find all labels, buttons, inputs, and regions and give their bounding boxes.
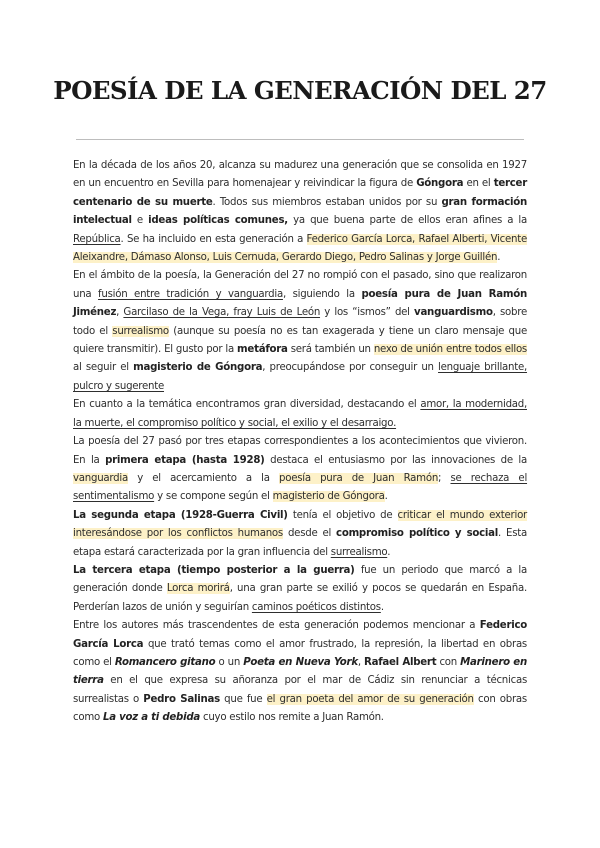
underline-lenguaje: lenguaje brillante, pulcro y sugerente — [73, 362, 528, 392]
title-poeta-nueva-york: Poeta en Nueva York — [243, 656, 358, 668]
highlight-autores: Federico García Lorca, Rafael Alberti, Vicente Aleixandre, Dámaso Alonso, Luis Cernuda, Gerardo Diego, Pedro Salinas y Jorge Guillén — [73, 233, 528, 264]
highlight-lorca: Lorca morirá — [166, 583, 230, 595]
highlight-magisterio: magisterio de Góngora — [272, 491, 385, 503]
underline-temas: amor, la modernidad, la muerte, el compromiso político y social, el exilio y el desarraigo. — [73, 399, 527, 429]
bold-centenario: tercer centenario de su muerte — [73, 178, 527, 208]
text-run: La poesía del 27 pasó por tres etapas correspondientes a los acontecimientos que vivieron. En la — [73, 436, 527, 466]
text-run: y se compone según el — [154, 491, 273, 503]
text-run: cuyo estilo nos remite a Juan Ramón. — [200, 712, 384, 724]
bold-gongora: Góngora — [416, 178, 464, 190]
highlight-criticar: criticar el mundo exterior interesándose por los conflictos humanos — [73, 509, 527, 540]
text-run: Entre los autores más trascendentes de esta generación podemos mencionar a — [73, 620, 480, 632]
bold-salinas: Pedro Salinas — [143, 693, 220, 705]
underline-fusion: fusión entre tradición y vanguardia — [98, 288, 283, 300]
paragraph-autores — [73, 617, 527, 727]
text-run: . — [384, 491, 388, 503]
text-run: . Todos sus miembros estaban unidos por su — [212, 196, 442, 208]
paragraph-primera-etapa — [73, 433, 527, 507]
text-run: tenía el objetivo de — [287, 509, 398, 521]
bold-compromiso: compromiso político y social — [336, 528, 499, 540]
text-run: ya que buena parte de ellos eran afines a la — [287, 215, 528, 227]
bold-alberti: Rafael Albert — [363, 656, 437, 668]
paragraph-influencias — [73, 267, 527, 396]
title-voz-a-ti-debida: La voz a ti debida — [102, 712, 200, 724]
text-run: ; — [438, 472, 451, 484]
text-run: o un — [215, 656, 244, 668]
underline-republica: República — [73, 233, 121, 245]
highlight-nexo: nexo de unión entre todos ellos — [373, 344, 527, 356]
text-run: con — [436, 656, 461, 668]
bold-primera-etapa: primera etapa (hasta 1928) — [105, 454, 265, 466]
text-run: , preocupándose por conseguir un — [262, 362, 439, 374]
bold-vanguardismo: vanguardismo — [414, 307, 493, 319]
text-run: . — [497, 252, 501, 264]
bold-segunda-etapa: La segunda etapa (1928-Guerra Civil) — [73, 509, 288, 521]
text-run: En el ámbito de la poesía, la Generación del 27 no rompió con el pasado, sino que realizaron una — [73, 270, 527, 300]
text-run: En cuanto a la temática encontramos gran diversidad, destacando el — [73, 399, 421, 411]
text-run: desde el — [282, 528, 337, 540]
bold-metafora: metáfora — [237, 344, 288, 356]
text-run: . Se ha incluido en esta generación a — [120, 233, 307, 245]
text-run: fue un periodo que marcó a la generación donde — [73, 564, 527, 595]
text-run: , — [357, 656, 364, 668]
underline-caminos: caminos poéticos distintos — [251, 601, 381, 613]
text-run: , — [116, 307, 124, 319]
highlight-surrealismo: surrealismo — [112, 325, 169, 337]
text-run: , siguiendo la — [282, 288, 362, 300]
paragraph-intro — [73, 157, 527, 267]
bold-ideas: ideas políticas comunes, — [148, 215, 288, 227]
text-run: En la década de los años 20, alcanza su madurez una generación que se consolida en 1927 en un encuentro en Sevilla para homenajear y reivindicar la figura de — [73, 160, 527, 190]
highlight-gran-poeta: el gran poeta del amor de su generación — [266, 693, 474, 705]
text-run: y los “ismos” del — [320, 307, 415, 319]
page-title: POESÍA DE LA GENERACIÓN DEL 27 — [53, 76, 547, 105]
text-run: . — [387, 546, 391, 558]
text-run: . — [380, 601, 384, 613]
text-run: destaca el entusiasmo por las innovaciones de la — [264, 454, 528, 466]
title-marinero: Marinero en tierra — [73, 656, 527, 687]
text-run: con obras como — [73, 693, 527, 724]
bold-magisterio: magisterio de Góngora — [133, 362, 263, 374]
text-run: en el — [463, 178, 494, 190]
title-romancero: Romancero gitano — [114, 656, 216, 668]
bold-tercera-etapa: La tercera etapa (tiempo posterior a la guerra) — [73, 564, 355, 576]
text-run: que fue — [219, 693, 267, 705]
text-run: y el acercamiento a la — [127, 472, 279, 484]
text-run: , sobre todo el — [73, 307, 527, 337]
underline-rechaza: se rechaza el sentimentalismo — [73, 472, 528, 503]
highlight-vanguardia: vanguardia — [73, 472, 128, 484]
paragraph-tematica — [73, 396, 527, 433]
bold-poesia-pura: poesía pura de Juan Ramón Jiménez — [73, 288, 527, 319]
title-divider — [76, 139, 524, 140]
text-run: al seguir el — [73, 362, 134, 374]
document-body — [73, 157, 527, 728]
bold-formacion: gran formación intelectual — [73, 196, 527, 227]
paragraph-segunda-etapa — [73, 507, 527, 562]
text-run: . Esta etapa estará caracterizada por la gran influencia del — [73, 528, 527, 558]
paragraph-tercera-etapa — [73, 562, 527, 617]
underline-surrealismo: surrealismo — [330, 546, 388, 558]
text-run: será también un — [287, 344, 374, 356]
text-run: e — [131, 215, 149, 227]
text-run: (aunque su poesía no es tan exagerada y tiene un claro mensaje que quiere transmitir). El gusto por la — [73, 325, 527, 356]
text-run: que trató temas como el amor frustrado, la represión, la libertad en obras como el — [73, 638, 527, 668]
bold-lorca: Federico García Lorca — [73, 620, 527, 650]
underline-garcilaso: Garcilaso de la Vega, fray Luis de León — [123, 307, 321, 319]
highlight-poesia-pura: poesía pura de Juan Ramón — [279, 472, 439, 484]
text-run: , una gran parte se exilió y pocos se quedarán en España. Perderían lazos de unión y seguirían — [73, 583, 527, 613]
text-run: en el que expresa su añoranza por el mar de Cádiz sin renunciar a técnicas surrealistas o — [73, 675, 527, 705]
